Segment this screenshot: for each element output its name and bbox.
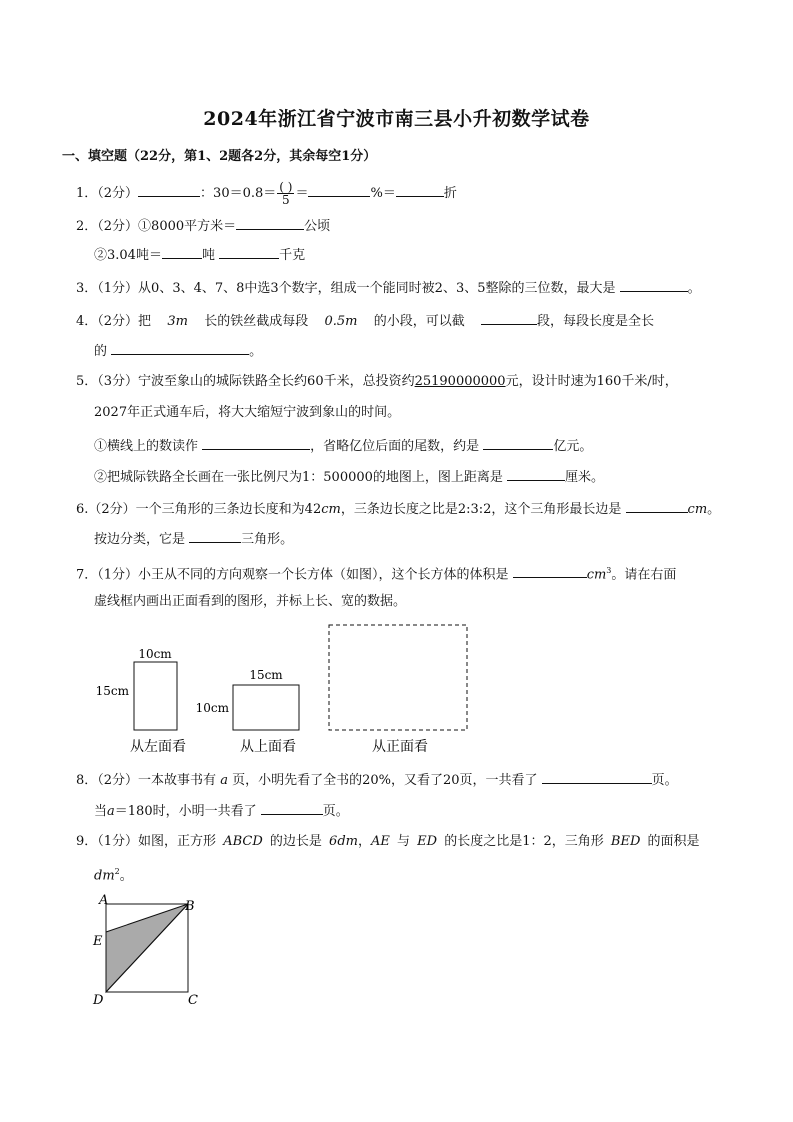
answer-blank[interactable]: [507, 467, 565, 481]
answer-blank[interactable]: [202, 436, 310, 450]
top-view-rect: [233, 685, 299, 730]
question-6: 6.（2分）一个三角形的三条边长度和为42cm，三条边长度之比是2:3:2，这个三角形最长边是 cm。: [76, 499, 720, 519]
answer-blank[interactable]: [189, 529, 241, 543]
question-8: 8．（2分）一本故事书有 a 页，小明先看了全书的20%，又看了20页，一共看了 页。: [76, 770, 678, 790]
question-3: 3．（1分）从0、3、4、7、8中选3个数字，组成一个能同时被2、3、5整除的三位数，最大是 。: [76, 278, 701, 298]
question-7: 7．（1分）小王从不同的方向观察一个长方体（如图），这个长方体的体积是 $cm^3$。请在右面: [76, 566, 677, 583]
answer-blank[interactable]: [236, 216, 304, 230]
answer-blank[interactable]: [261, 801, 323, 815]
answer-blank[interactable]: [481, 311, 537, 325]
left-view-height-label: 15cm: [95, 684, 129, 698]
left-view-rect: [134, 662, 177, 730]
question-8-line-2: 当a＝180时，小明一共看了 页。: [94, 801, 349, 821]
question-5-line-3: ①横线上的数读作 ，省略亿位后面的尾数，约是 亿元。: [94, 436, 592, 456]
answer-blank[interactable]: [626, 499, 688, 513]
q7-figure: [0, 615, 793, 765]
left-view-caption: 从左面看: [130, 739, 186, 755]
question-4: 4．（2分）把 3m 长的铁丝截成每段 0.5m 的小段，可以截 段，每段长度是全长: [76, 311, 654, 331]
left-view-width-label: 10cm: [138, 647, 172, 661]
question-2-line-2: ②3.04吨＝ 吨 千克: [94, 245, 305, 265]
question-5-line-2: 2027年正式通车后，将大大缩短宁波到象山的时间。: [94, 405, 401, 420]
question-7-line-2: 虚线框内画出正面看到的图形，并标上长、宽的数据。: [94, 594, 407, 609]
top-view-height-label: 10cm: [195, 701, 229, 715]
point-E-label: E: [93, 934, 103, 949]
answer-blank[interactable]: [483, 436, 553, 450]
answer-blank[interactable]: [162, 245, 202, 259]
question-9-line-2: $dm^2$。: [94, 867, 133, 884]
vertex-C-label: C: [188, 993, 198, 1008]
fraction: $\frac{( )}{5}$: [279, 180, 293, 207]
question-5: 5．（3分）宁波至象山的城际铁路全长约60千米，总投资约25190000000元，设计时速为160千米/时，: [76, 374, 678, 389]
answer-blank[interactable]: [308, 183, 370, 197]
q9-square-figure: [85, 892, 215, 1012]
vertex-A-label: A: [99, 893, 109, 908]
question-9: 9．（1分）如图，正方形 ABCD 的边长是 6dm，AE 与 ED 的长度之比是1：2，三角形 BED 的面积是: [76, 834, 700, 849]
question-4-line-2: 的 。: [94, 341, 262, 361]
answer-blank[interactable]: [542, 770, 652, 784]
question-6-line-2: 按边分类，它是 三角形。: [94, 529, 293, 549]
answer-blank[interactable]: [219, 245, 279, 259]
answer-blank[interactable]: [620, 278, 688, 292]
front-view-dashed-box[interactable]: [329, 625, 467, 730]
question-1: 1．（2分） ：30＝0.8＝ $\frac{( )}{5}$ ＝ %＝ 折: [76, 180, 457, 207]
vertex-D-label: D: [93, 993, 104, 1008]
answer-blank[interactable]: [111, 341, 249, 355]
answer-blank[interactable]: [138, 183, 200, 197]
front-view-caption: 从正面看: [372, 739, 428, 755]
answer-blank[interactable]: [396, 183, 444, 197]
question-2: 2．（2分）①8000平方米＝ 公顷: [76, 216, 330, 236]
section-heading: 一、填空题（22分，第1、2题各2分，其余每空1分）: [62, 149, 377, 164]
page-title: 2024年浙江省宁波市南三县小升初数学试卷: [203, 108, 590, 130]
top-view-width-label: 15cm: [249, 668, 283, 682]
underlined-number: 25190000000: [414, 374, 506, 389]
top-view-caption: 从上面看: [240, 739, 296, 755]
vertex-B-label: B: [185, 899, 195, 914]
question-5-line-4: ②把城际铁路全长画在一张比例尺为1：500000的地图上，图上距离是 厘米。: [94, 467, 604, 487]
answer-blank[interactable]: [513, 564, 587, 578]
